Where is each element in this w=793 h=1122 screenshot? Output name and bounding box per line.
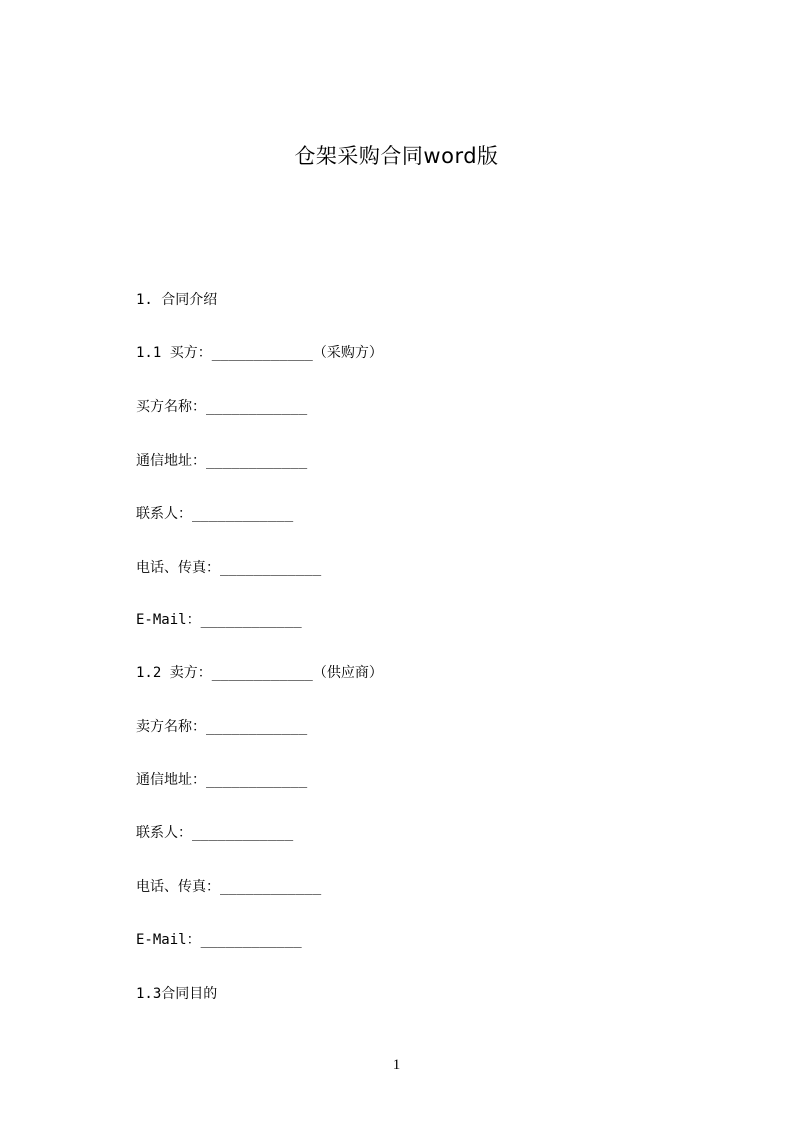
seller-email-field: E-Mail：____________ xyxy=(136,932,302,948)
buyer-name-field: 买方名称：____________ xyxy=(136,399,308,415)
section-intro-heading: 1. 合同介绍 xyxy=(136,292,218,308)
buyer-email-field: E-Mail：____________ xyxy=(136,612,302,628)
buyer-phone-fax-field: 电话、传真：____________ xyxy=(136,560,322,576)
seller-name-field: 卖方名称：____________ xyxy=(136,719,308,735)
seller-contact-field: 联系人：____________ xyxy=(136,825,294,841)
buyer-address-field: 通信地址：____________ xyxy=(136,453,308,469)
seller-address-field: 通信地址：____________ xyxy=(136,772,308,788)
page-number: 1 xyxy=(392,1057,401,1073)
buyer-heading: 1.1 买方：____________（采购方） xyxy=(136,345,383,361)
purpose-heading: 1.3合同目的 xyxy=(136,986,218,1002)
seller-phone-fax-field: 电话、传真：____________ xyxy=(136,879,322,895)
buyer-contact-field: 联系人：____________ xyxy=(136,506,294,522)
seller-heading: 1.2 卖方：____________（供应商） xyxy=(136,665,383,681)
document-title: 仓架采购合同word版 xyxy=(294,144,499,168)
